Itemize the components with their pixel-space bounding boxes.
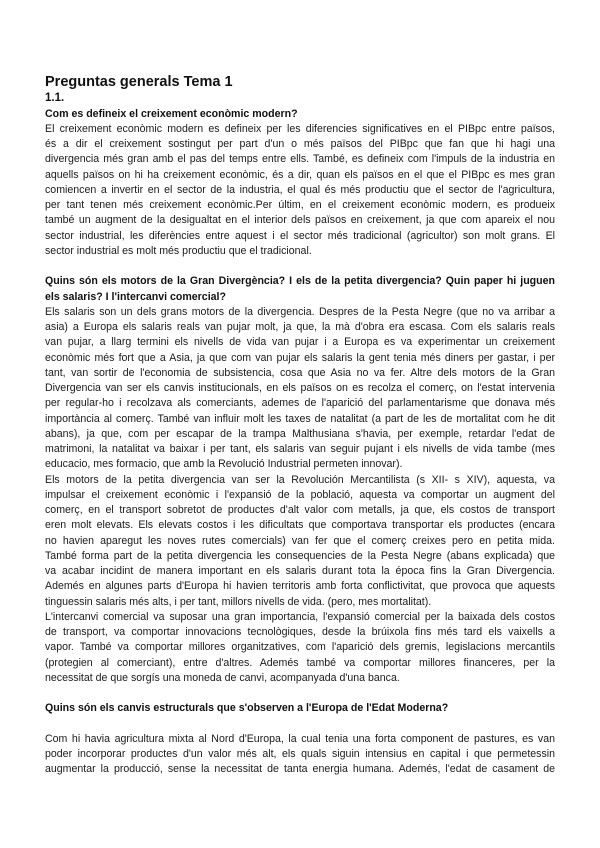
text-line: L'intercanvi comercial va suposar una gran importancia, l'expansió comercial per la baixada dels costos [45,610,555,623]
text-line: impulsar el creixement econòmic i l'expansió de la població, aquesta va comportar un augment del [45,488,555,501]
document-body [45,107,555,778]
text-line: Els motors de la petita divergencia van ser la Revolución Mercantilista (s XII- s XIV), aquesta, va [45,473,555,486]
text-line: divergencia més gran amb el pas del temps entre ells. També, es defineix com l'impuls de la industria en [45,153,555,166]
question-heading [45,701,555,716]
text-line: El creixement econòmic modern es defineix per les diferencies significatives en el PIBpc entre països, [45,122,555,135]
paragraph [45,122,555,259]
document-page [45,73,555,778]
text-line: abans), ja que, com per escapar de la trampa Malthusiana s'havia, per exemple, retardar l'edat de [45,427,555,440]
blank-line [45,259,555,274]
paragraph [45,732,555,778]
text-line: tinguessin salaris més alts, i per tant, millors nivells de vida. (pero, mes mortalitat). [45,595,432,608]
text-line: augmentar la producció, sense la necessitat de tanta energia humana. Ademés, l'edat de casament de [45,763,555,776]
text-line: no havien aparegut les noves rutes comercials) van fer que el comerç creixes pero en petita mida. [45,534,555,547]
text-line: Com es defineix el creixement econòmic modern? [45,107,298,120]
text-line: sector industrial es molt més productiu que el tradicional. [45,244,312,257]
text-line: Quins són els canvis estructurals que s'observen a l'Europa de l'Edat Moderna? [45,702,449,715]
paragraph [45,610,555,686]
text-line: Quins són els motors de la Gran Divergència? I els de la petita divergencia? Quin paper hi juguen [45,275,555,288]
text-line: educacio, mes formacio, que amb la Revolució Industrial permeten innovar). [45,458,403,471]
paragraph [45,473,555,610]
text-line: també un augment de la desigualtat en el interior dels països en creixement, ja que com apareix el nou [45,214,555,227]
text-line: va acabar incidint de manera important en els salaris durant tota la época fins la Gran Divergencia. [45,565,555,577]
text-line: aquells països on hi ha creixement econòmic, és a dir, quan els països en el que el PIBpc es mes gran [45,168,555,181]
text-line: de transport, va comportar innovacions tecnològiques, desde la brúixola fins més tard els vaixells a [45,626,555,638]
text-line: També forma part de la petita divergencia les consequencies de la Pesta Negre (abans explicada) que [45,549,555,562]
text-line: matrimoni, la natalitat va baixar i per tant, els salaris van seguir pujant i els nivells de vida tambe (mes [45,443,555,455]
text-line: necessitat de que sorgís una moneda de canvi, acompanyada d'una banca. [45,671,400,684]
question-heading [45,274,555,305]
text-line: vapor. També va comportar millores organitzatives, com l'aparició dels gremis, legislacions mercantils [45,641,555,654]
text-line: per regular-ho i recolzava als comerciants, ademes de l'aparició del parlamentarisme que donava més [45,397,555,410]
text-line: és a dir el creixement sostingut per part d'un o més països del PIBpc que fan que hi hagi una [45,138,555,150]
text-line: van pujar, a llarg termini els nivells de vida van pujar i a Europa es va experimentar un creixement [45,336,555,349]
question-heading [45,107,555,122]
text-line: poder incorporar productes d'un valor més alt, els quals siguin intensius en capital i que permetessin [45,748,555,760]
text-line: Divergencia van ser els canvis institucionals, en els països on es recolza el comerç, on l'estat intervenia [45,382,555,394]
document-title: Preguntas generals Tema 1 [45,74,233,90]
blank-line [45,686,555,701]
text-line: comerç, en el transport sobretot de productes d'alt valor com metalls, ja que, els costos de transport [45,504,555,516]
text-line: Els salaris son un dels grans motors de la divergencia. Despres de la Pesta Negre (que no va arribar a [45,305,555,318]
text-line: tant, van sortir de l'economia de subsistencia, cosa que Asia no va fer. Altre dels motors de la Gran [45,366,555,379]
paragraph [45,305,555,473]
text-line: Ademés en algunes parts d'Europa hi havien territoris amb forta conflictivitat, que provoca que aquests [45,580,555,593]
text-line: els salaris? I l'intercanvi comercial? [45,290,226,303]
text-line: per tant tenen més creixement econòmic.Per últim, en el creixement econòmic modern, es produeix [45,199,555,211]
text-line: asia) a Europa els salaris reals van pujar molt, ja que, la mà d'obra era escasa. Com els salaris reals [45,321,555,333]
text-line: (protegien al comerciant), entre d'altres. Ademés també va comportar millores financeres, per la [45,656,555,669]
text-line: Com hi havia agricultura mixta al Nord d'Europa, la cual tenia una forta component de pastures, es van [45,732,555,745]
blank-line [45,717,555,732]
text-line: econòmic més fort que a Asia, ja que com van pujar els salaris la gent tenia més diners per gastar, i per [45,351,555,364]
text-line: eren molt elevats. Els elevats costos i les dificultats que comportava transportar els productes (encara [45,519,555,532]
text-line: sector industrial, les diferències entre aquest i el sector més tradicional (agricultor) son molt grans. El [45,229,555,242]
text-line: importància al comerç. També van influir molt les taxes de natalitat (a part de les de mortalitat com he dit [45,412,555,425]
section-number: 1.1. [45,92,65,104]
text-line: comiencen a invertir en el sector de la industria, el qual és més productiu que el sector de l'agricultura, [45,183,555,196]
